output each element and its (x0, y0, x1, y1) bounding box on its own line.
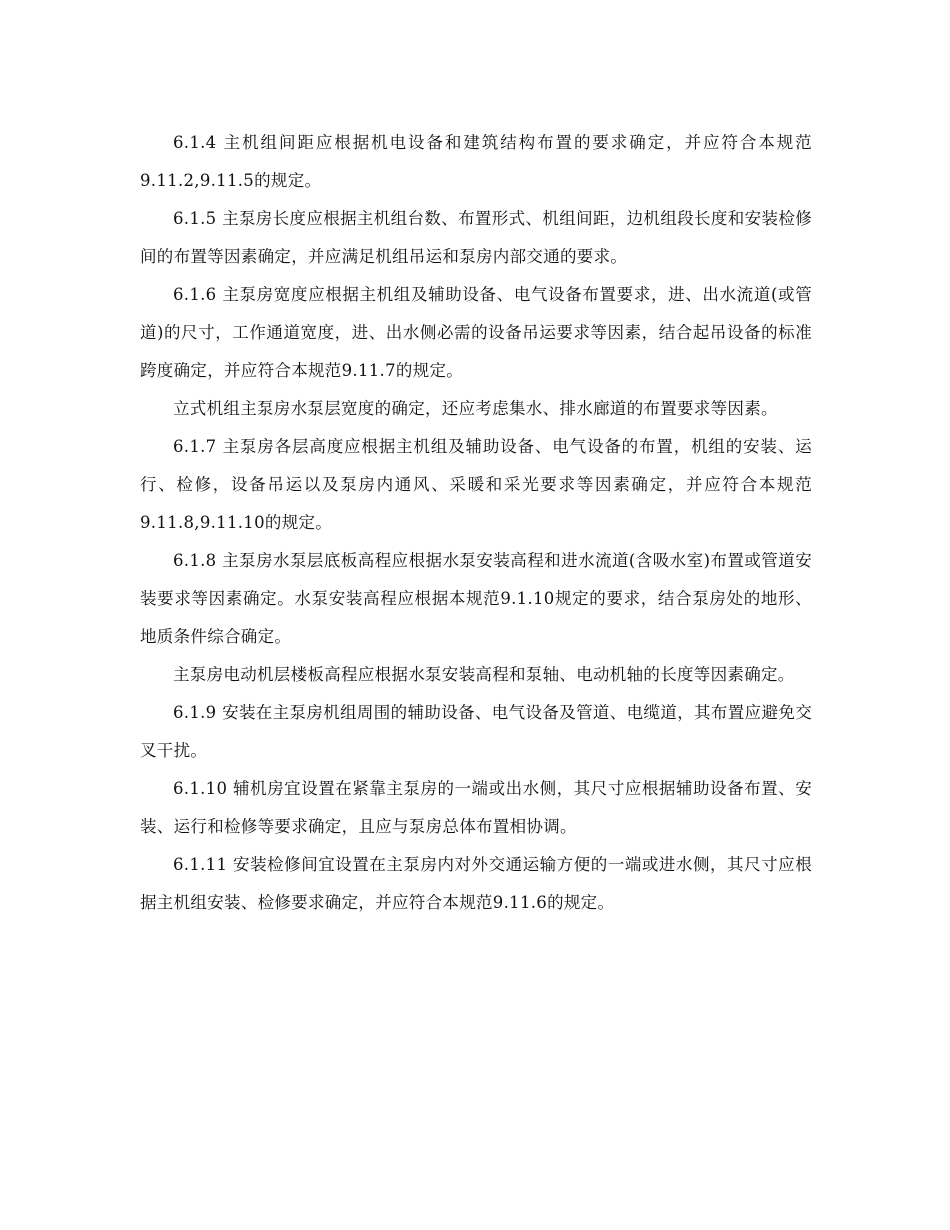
paragraph-6-1-8: 6.1.8 主泵房水泵层底板高程应根据水泵安装高程和进水流道(含吸水室)布置或管道安装要求等因素确定。水泵安装高程应根据本规范9.1.10规定的要求，结合泵房处的地形、地质条件综合确定。 (140, 551, 812, 646)
paragraph-vertical-unit-width: 立式机组主泵房水泵层宽度的确定，还应考虑集水、排水廊道的布置要求等因素。 (173, 399, 778, 418)
paragraph-6-1-4: 6.1.4 主机组间距应根据机电设备和建筑结构布置的要求确定，并应符合本规范9.11.2,9.11.5的规定。 (140, 133, 812, 190)
paragraph-6-1-11: 6.1.11 安装检修间宜设置在主泵房内对外交通运输方便的一端或进水侧，其尺寸应根据主机组安装、检修要求确定，并应符合本规范9.11.6的规定。 (140, 855, 812, 912)
paragraph-6-1-7: 6.1.7 主泵房各层高度应根据主机组及辅助设备、电气设备的布置，机组的安装、运行、检修，设备吊运以及泵房内通风、采暖和采光要求等因素确定，并应符合本规范9.11.8,9.11.10的规定。 (140, 437, 812, 532)
paragraph-6-1-9: 6.1.9 安装在主泵房机组周围的辅助设备、电气设备及管道、电缆道，其布置应避免交叉干扰。 (140, 703, 812, 760)
paragraph-6-1-6: 6.1.6 主泵房宽度应根据主机组及辅助设备、电气设备布置要求，进、出水流道(或管道)的尺寸，工作通道宽度，进、出水侧必需的设备吊运要求等因素，结合起吊设备的标准跨度确定，并应符合本规范9.11.7的规定。 (140, 285, 812, 380)
paragraph-motor-floor-elevation: 主泵房电动机层楼板高程应根据水泵安装高程和泵轴、电动机轴的长度等因素确定。 (173, 665, 795, 684)
document-body (140, 124, 812, 922)
paragraph-6-1-10: 6.1.10 辅机房宜设置在紧靠主泵房的一端或出水侧，其尺寸应根据辅助设备布置、安装、运行和检修等要求确定，且应与泵房总体布置相协调。 (140, 779, 812, 836)
paragraph-6-1-5: 6.1.5 主泵房长度应根据主机组台数、布置形式、机组间距，边机组段长度和安装检修间的布置等因素确定，并应满足机组吊运和泵房内部交通的要求。 (140, 209, 812, 266)
